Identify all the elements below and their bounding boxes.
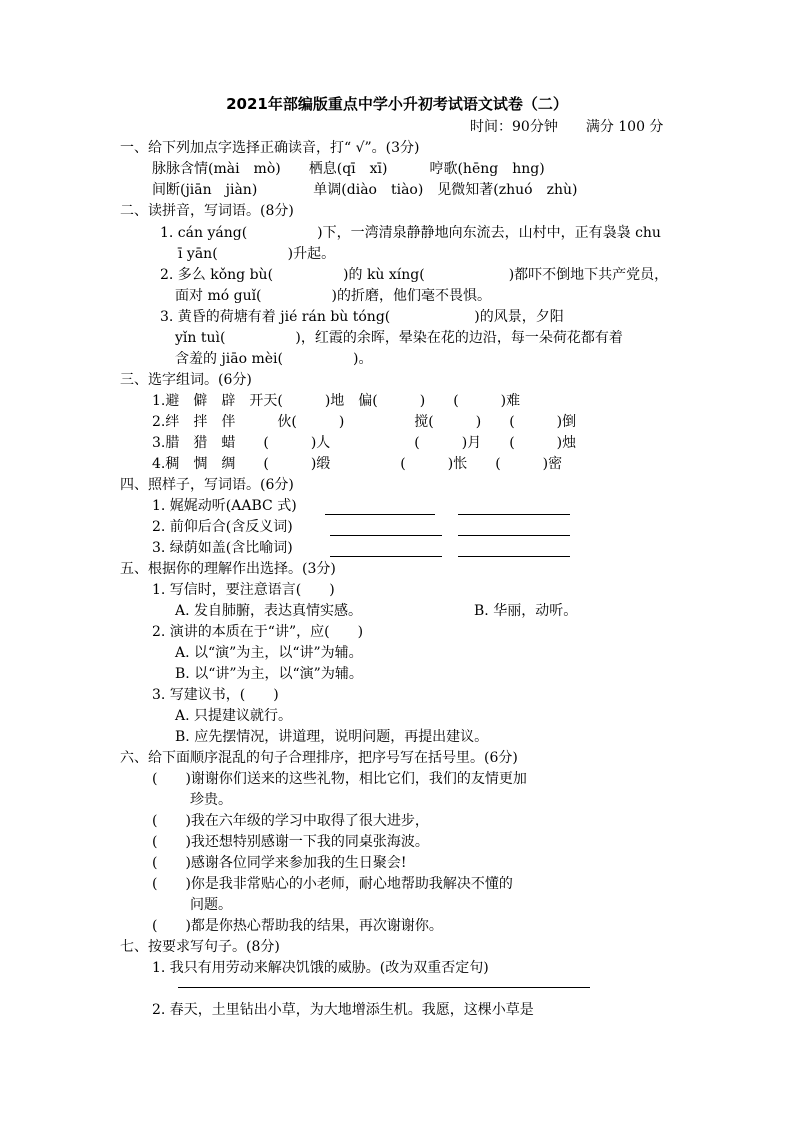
section-1-row-1: 脉脉含情(mài mò) 栖息(qī xī) 哼歌(hēng hng) xyxy=(152,161,545,177)
section-3-heading: 三、选字组词。(6分) xyxy=(120,372,252,388)
section-5-heading: 五、根据你的理解作出选择。(3分) xyxy=(120,561,336,577)
section-4-item-2: 2. 前仰后合(含反义词) xyxy=(152,519,293,535)
section-3-row-1: 1.避 僻 辟 开天( )地 偏( ) ( )难 xyxy=(152,393,521,409)
section-2-line-5: 3. 黄昏的荷塘有着 jié rán bù tóng( )的风景，夕阳 xyxy=(160,309,564,325)
section-2-line-6: yǐn tuì( )，红霞的余晖，晕染在花的边沿，每一朵荷花都有着 xyxy=(175,330,623,346)
section-6-sentence-1-cont: 珍贵。 xyxy=(190,792,232,808)
answer-line[interactable] xyxy=(330,556,442,557)
exam-meta: 时间：90分钟 满分 100 分 xyxy=(470,119,664,135)
section-4-heading: 四、照样子，写词语。(6分) xyxy=(120,477,294,493)
section-5-question-2: 2. 演讲的本质在于“讲”，应( ) xyxy=(152,624,364,640)
answer-line[interactable] xyxy=(458,535,570,536)
section-5-q3-option-a: A. 只提建议就行。 xyxy=(175,708,293,724)
section-5-q1-option-b: B. 华丽，动听。 xyxy=(474,603,578,619)
section-2-line-3: 2. 多么 kǒng bù( )的 kù xíng( )都吓不倒地下共产党员， xyxy=(160,267,669,283)
section-5-q1-option-a: A. 发自肺腑，表达真情实感。 xyxy=(175,603,363,619)
section-6-sentence-6: ( )都是你热心帮助我的结果，再次谢谢你。 xyxy=(152,918,443,934)
section-5-q3-option-b: B. 应先摆情况，讲道理，说明问题，再提出建议。 xyxy=(175,729,489,745)
section-6-heading: 六、给下面顺序混乱的句子合理排序，把序号写在括号里。(6分) xyxy=(120,750,518,766)
section-7-question-1: 1. 我只有用劳动来解决饥饿的威胁。(改为双重否定句) xyxy=(152,960,489,976)
section-2-line-1: 1. cán yáng( )下，一湾清泉静静地向东流去，山村中，正有袅袅 chu xyxy=(160,225,661,241)
section-1-heading: 一、给下列加点字选择正确读音，打“ √”。(3分) xyxy=(120,140,420,156)
section-1-row-2: 间断(jiān jiàn) 单调(diào tiào) 见微知著(zhuó zhù) xyxy=(152,182,578,198)
section-6-sentence-2: ( )我在六年级的学习中取得了很大进步， xyxy=(152,813,429,829)
section-5-q2-option-b: B. 以“讲”为主，以“演”为辅。 xyxy=(175,666,363,682)
section-3-row-3: 3.腊 猎 蜡 ( )人 ( )月 ( )烛 xyxy=(152,435,577,451)
section-2-line-2: ī yān( )升起。 xyxy=(178,246,336,262)
section-7-question-2: 2. 春天，土里钻出小草，为大地增添生机。我愿，这棵小草是 xyxy=(152,1002,534,1018)
section-2-heading: 二、读拼音，写词语。(8分) xyxy=(120,203,294,219)
section-6-sentence-5-cont: 问题。 xyxy=(190,897,232,913)
section-6-sentence-3: ( )我还想特别感谢一下我的同桌张海波。 xyxy=(152,834,429,850)
page-title: 2021年部编版重点中学小升初考试语文试卷（二） xyxy=(226,95,568,113)
section-6-sentence-4: ( )感谢各位同学来参加我的生日聚会! xyxy=(152,855,407,871)
section-3-row-2: 2.绊 拌 伴 伙( ) 搅( ) ( )倒 xyxy=(152,414,577,430)
answer-line[interactable] xyxy=(330,535,442,536)
section-2-line-4: 面对 mó guǐ( )的折磨，他们毫不畏惧。 xyxy=(175,288,491,304)
section-5-q2-option-a: A. 以“演”为主，以“讲”为辅。 xyxy=(175,645,363,661)
answer-line[interactable] xyxy=(178,987,590,988)
answer-line[interactable] xyxy=(458,556,570,557)
section-4-item-1: 1. 娓娓动听(AABC 式) xyxy=(152,498,297,514)
section-5-question-1: 1. 写信时，要注意语言( ) xyxy=(152,582,335,598)
section-3-row-4: 4.稠 惆 绸 ( )缎 ( )怅 ( )密 xyxy=(152,456,563,472)
section-2-line-7: 含羞的 jiāo mèi( )。 xyxy=(175,351,373,367)
answer-line[interactable] xyxy=(325,514,435,515)
answer-line[interactable] xyxy=(458,514,570,515)
section-7-heading: 七、按要求写句子。(8分) xyxy=(120,939,280,955)
section-6-sentence-5: ( )你是我非常贴心的小老师，耐心地帮助我解决不懂的 xyxy=(152,876,513,892)
section-5-question-3: 3. 写建议书，( ) xyxy=(152,687,279,703)
section-6-sentence-1: ( )谢谢你们送来的这些礼物，相比它们，我们的友情更加 xyxy=(152,771,527,787)
section-4-item-3: 3. 绿荫如盖(含比喻词) xyxy=(152,540,293,556)
